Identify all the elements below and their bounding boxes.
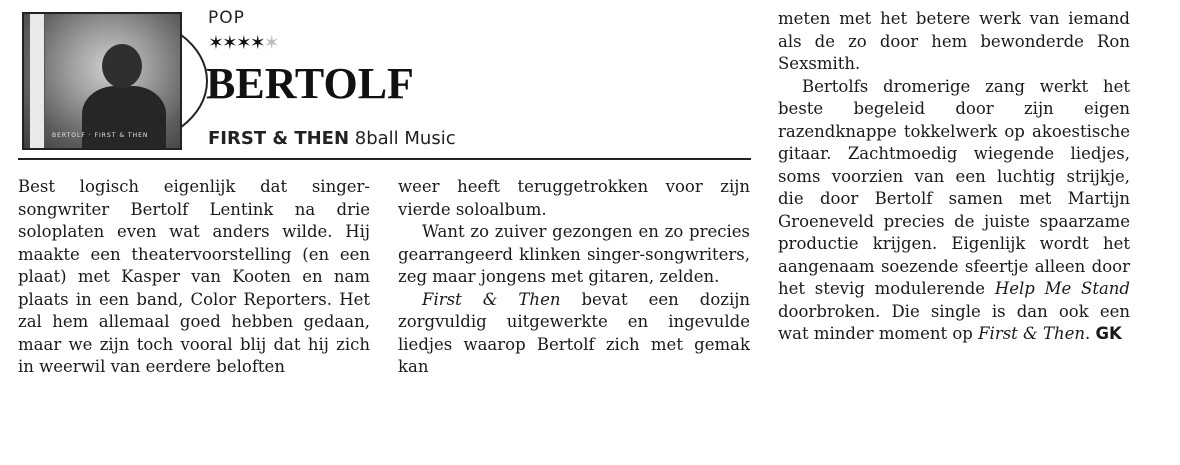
author-signature: GK [1095,324,1122,343]
article-column-1 [18,176,370,379]
album-sleeve [22,12,182,150]
album-cover [22,12,182,150]
sleeve-spine [30,14,45,148]
genre-label: POP [208,8,245,28]
star-rating [208,32,278,54]
cover-text: BERTOLF · FIRST & THEN [52,132,149,139]
paragraph: weer heeft teruggetrokken voor zijn vierde soloalbum. [398,177,750,219]
song-reference: Help Me Stand [994,279,1130,298]
article-column-2 [398,176,750,379]
star-empty-icon: ✶ [263,32,278,54]
star-filled-icon: ✶ [249,32,264,54]
paragraph-text: Bertolfs dromerige zang werkt het beste begeleid door zijn eigen razendknappe tokkelwerk op akoestische gitaar. Zachtmoedig wiegende liedjes, soms voorzien van een luchtig strijkje, die door Bertolf samen met Martijn Groeneveld precies de juiste spaarzame productie krijgen. Eigenlijk wordt het aangenaam soezende sfeertje alleen door het stevig modulerende [778,76,1130,298]
album-reference: First & Then [422,289,561,309]
album-line [208,128,456,149]
paragraph-text: doorbroken. Die single is dan ook een wat minder moment op [778,301,1130,343]
cover-figure-body [82,86,166,150]
record-label: 8ball Music [354,128,456,149]
header-divider [18,158,751,160]
star-filled-icon: ✶ [208,32,222,54]
artist-name: BERTOLF [206,59,414,108]
article-column-3 [778,8,1130,346]
star-filled-icon: ✶ [221,32,236,54]
star-filled-icon: ✶ [235,32,250,54]
album-reference: First & Then [978,324,1086,343]
paragraph [398,289,750,379]
paragraph-text: bevat een dozijn zorgvuldig uitgewerkte en ingevulde liedjes waarop Bertolf zich met gemak kan [398,289,751,376]
paragraph-text: . [1085,324,1096,343]
paragraph: Want zo zuiver gezongen en zo precies gearrangeerd klinken singer-songwriters, zeg maar jongens met gitaren, zelden. [398,222,750,286]
album-title: FIRST & THEN [208,128,350,149]
paragraph: Best logisch eigenlijk dat singer-songwriter Bertolf Lentink na drie soloplaten even wat anders wilde. Hij maakte een theatervoorstelling (en een plaat) met Kasper van Kooten en nam plaats in een band, Color Reporters. Het zal hem allemaal goed hebben gedaan, maar we zijn toch vooral blij dat hij zich in weerwil van eerdere beloften [18,177,370,376]
cover-figure-head [102,44,142,88]
paragraph [778,76,1130,346]
paragraph: meten met het betere werk van iemand als de zo door hem bewonderde Ron Sexsmith. [778,9,1130,73]
